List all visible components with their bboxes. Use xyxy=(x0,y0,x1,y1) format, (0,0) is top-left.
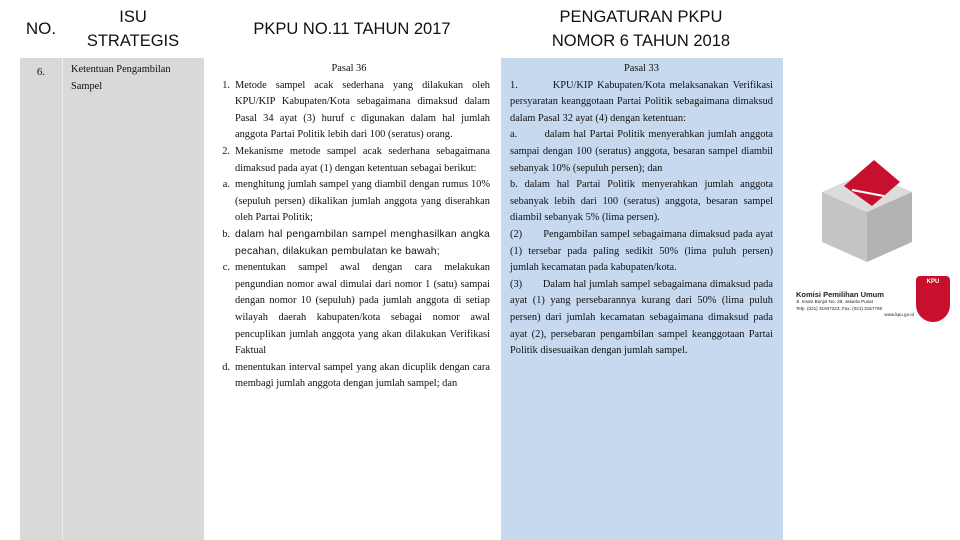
logo-text-block xyxy=(796,290,914,319)
pkpu11-subitem-c-text: menentukan sampel awal dengan cara melakukan pengundian nomor awal dimulai dari nomor 1 (satu) sampai dengan nomor 10 (sepuluh) pada jumlah anggota di setiap wilayah daerah kabupaten/kota sebagai nomor awal pencuplikan jumlah anggota yang akan dilakukan Verifikasi Faktual xyxy=(235,262,490,357)
header-pkpu6 xyxy=(500,0,782,58)
header-no xyxy=(20,0,62,58)
pkpu11-subitem-c xyxy=(208,260,490,360)
logo-contact: Telp. (021) 31937223, Fax. (021) 3157759 xyxy=(796,305,883,311)
logo-org-name: Komisi Pemilihan Umum xyxy=(796,290,884,299)
row-number: 6. xyxy=(36,66,46,78)
pkpu6-paragraph-5: (3) Dalam hal jumlah sampel sebagaimana dimaksud pada ayat (1) yang persebarannya kurang dari 50% (lima puluh persen) dari jumlah kecamatan sebagaimana dimaksud pada ayat (2), persebaran pengambilan sampel keanggotaan Partai Politik disesuaikan dengan jumlah sampel. xyxy=(510,278,776,357)
pkpu11-item-2-marker: 2. xyxy=(222,145,230,157)
pkpu11-pasal-title: Pasal 36 xyxy=(331,63,367,74)
kpu-emblem xyxy=(916,276,950,322)
pkpu11-item-1-text: Metode sampel acak sederhana yang dilakukan oleh KPU/KIP Kabupaten/Kota sebagaimana dimaksud dalam Pasal 34 ayat (3) huruf c digunakan dalam hal jumlah anggota Partai Politik lebih dari 100 (seratus) orang. xyxy=(235,79,490,141)
kpu-emblem-text: KPU xyxy=(926,279,940,285)
pkpu11-subitem-a-marker: a. xyxy=(222,179,230,191)
logo-address: Jl. Imam Bonjol No. 29, Jakarta Pusat xyxy=(796,299,873,304)
pkpu11-item-1 xyxy=(208,78,490,144)
column-pkpu6 xyxy=(500,58,783,540)
pkpu11-subitem-a-text: menghitung jumlah sampel yang diambil dengan rumus 10% (sepuluh persen) dikalikan jumlah anggota yang diserahkan oleh Partai Politik; xyxy=(235,179,490,224)
header-pkpu6-line1: PENGATURAN PKPU xyxy=(559,8,723,26)
pkpu11-subitem-a xyxy=(208,177,490,227)
logo-website: www.kpu.go.id xyxy=(884,312,914,317)
ballot-box-icon xyxy=(812,150,922,270)
pkpu11-subitem-d xyxy=(208,360,490,393)
pkpu11-subitem-b-text: dalam hal pengambilan sampel menghasilkan angka pecahan, dilakukan pembulatan ke bawah; xyxy=(235,228,490,257)
pkpu6-paragraph-4: (2) Pengambilan sampel sebagaimana dimaksud pada ayat (1) tersebar pada paling sedikit 50% (lima puluh persen) jumlah kecamatan pada kabupaten/kota. xyxy=(510,228,776,274)
pkpu11-subitem-b xyxy=(208,227,490,260)
logo-panel xyxy=(790,0,960,540)
header-pkpu6-line2: NOMOR 6 TAHUN 2018 xyxy=(551,32,731,50)
pkpu11-subitem-b-marker: b. xyxy=(222,228,230,240)
header-isu-line2: STRATEGIS xyxy=(86,32,180,50)
row-issue: Ketentuan Pengambilan Sampel xyxy=(71,64,171,92)
column-issue xyxy=(62,58,205,540)
pkpu11-content xyxy=(204,58,500,393)
pkpu6-paragraph-2: a. dalam hal Partai Politik menyerahkan jumlah anggota sampai dengan 100 (seratus) anggota, besaran sampel diambil sebanyak 10% (sepuluh persen); dan xyxy=(510,129,776,174)
header-isu xyxy=(62,0,204,58)
pkpu11-item-2 xyxy=(208,144,490,177)
header-pkpu11-label: PKPU NO.11 TAHUN 2017 xyxy=(253,19,451,38)
pkpu6-pasal-title: Pasal 33 xyxy=(624,63,659,74)
pkpu11-item-1-marker: 1. xyxy=(222,79,230,91)
column-number xyxy=(20,58,62,540)
pkpu6-paragraph-3: b. dalam hal Partai Politik menyerahkan jumlah anggota sebanyak lebih dari 100 (seratus) anggota, besaran sampel diambil sebanyak 5% (lima persen). xyxy=(510,179,776,224)
pkpu11-subitem-d-marker: d. xyxy=(222,361,230,373)
pkpu6-content xyxy=(501,58,783,360)
column-pkpu11 xyxy=(204,58,500,540)
pkpu11-subitem-d-text: menentukan interval sampel yang akan dicuplik dengan cara membagi jumlah anggota dengan jumlah sampel; dan xyxy=(235,361,490,390)
pkpu6-paragraph-1: 1. KPU/KIP Kabupaten/Kota melaksanakan Verifikasi persyaratan keanggotaan Partai Politik sebagaimana dimaksud dalam Pasal 32 ayat (4) dengan ketentuan: xyxy=(510,79,776,124)
header-no-label: NO. xyxy=(25,19,57,38)
header-isu-line1: ISU xyxy=(119,8,147,26)
pkpu11-item-2-text: Mekanisme metode sampel acak sederhana sebagaimana dimaksud pada ayat (1) dengan ketentuan sebagai berikut: xyxy=(235,145,490,174)
header-pkpu11 xyxy=(204,0,500,58)
pkpu11-subitem-c-marker: c. xyxy=(222,262,230,274)
